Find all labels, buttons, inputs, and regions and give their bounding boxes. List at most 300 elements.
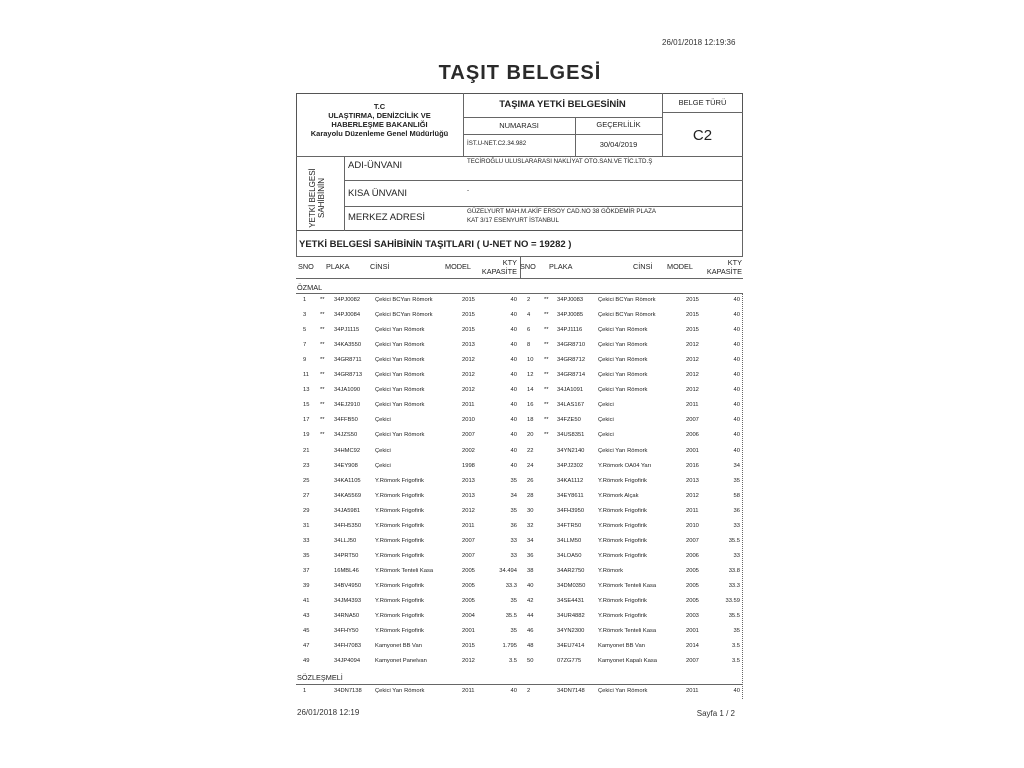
vehicle-plate: 34FH7083	[334, 643, 362, 650]
vehicle-model: 2013	[462, 477, 475, 484]
vehicle-sno: 36	[527, 552, 534, 559]
vehicle-sno: 15	[303, 402, 310, 409]
vehicle-type: Çekici Yarı Römork	[375, 432, 425, 439]
vehicle-plate: 34DN7138	[334, 688, 362, 694]
vehicle-model: 2011	[686, 507, 699, 514]
vehicle-type: Y.Römork Alçak	[598, 492, 639, 499]
vehicle-capacity: 34.494	[499, 567, 517, 574]
vehicle-sno: 13	[303, 387, 310, 394]
vehicle-type: Çekici Yarı Römork	[375, 372, 425, 379]
vehicle-capacity: 40	[510, 297, 517, 303]
vehicle-capacity: 36	[510, 522, 517, 529]
vehicle-sno: 29	[303, 507, 310, 514]
vehicle-type: Çekici BCYarı Römork	[375, 312, 433, 319]
vehicle-type: Y.Römork Frigofirik	[375, 477, 424, 484]
vehicle-model: 2010	[686, 522, 699, 529]
vehicle-sno: 31	[303, 522, 310, 529]
vehicle-type: Y.Römork Frigofirik	[598, 613, 647, 620]
vehicle-sno: 1	[303, 688, 307, 694]
vehicle-model: 2011	[462, 402, 475, 409]
vehicle-model: 2015	[686, 297, 699, 303]
vehicle-model: 2011	[462, 688, 475, 694]
vehicle-mark: **	[544, 327, 549, 334]
vehicle-plate: 34FH3950	[557, 507, 585, 514]
vehicle-plate: 34PJ2302	[557, 462, 584, 469]
vehicle-capacity: 33	[510, 537, 517, 544]
vehicle-sno: 47	[303, 643, 310, 650]
vehicle-model: 2006	[686, 552, 699, 559]
vehicle-sno: 8	[527, 342, 531, 349]
vehicle-mark: **	[320, 327, 325, 334]
col-model-left: MODEL	[445, 262, 471, 271]
col-sno-left: SNO	[298, 262, 314, 271]
col-kty-right: KTY	[727, 258, 742, 267]
vehicle-sno: 18	[527, 417, 534, 424]
vehicle-plate: 34EJ2910	[334, 402, 361, 409]
vehicle-type: Y.Römork Frigofirik	[375, 507, 424, 514]
vehicle-mark: **	[320, 432, 325, 439]
vehicle-mark: **	[320, 372, 325, 379]
vehicle-capacity: 40	[510, 688, 517, 694]
vehicle-plate: 34EU7414	[557, 643, 585, 650]
vehicle-type: Çekici BCYarı Römork	[375, 297, 433, 303]
vehicle-model: 2007	[686, 537, 699, 544]
vehicle-sno: 33	[303, 537, 310, 544]
vehicle-mark: **	[544, 387, 549, 394]
vehicle-sno: 11	[303, 372, 310, 379]
vehicle-model: 2013	[462, 492, 475, 499]
page-number: Sayfa 1 / 2	[696, 709, 735, 718]
vehicle-type: Çekici Yarı Römork	[375, 342, 425, 349]
vehicle-sno: 44	[527, 613, 534, 620]
vehicle-sno: 26	[527, 477, 534, 484]
vehicle-capacity: 40	[733, 357, 740, 364]
vehicle-sno: 21	[303, 447, 310, 454]
col-kty-left: KTY	[502, 258, 517, 267]
vehicle-capacity: 3.5	[731, 643, 740, 650]
vehicle-capacity: 33.3	[505, 582, 517, 589]
vehicle-mark: **	[320, 357, 325, 364]
vehicle-plate: 34FHY50	[334, 628, 359, 635]
vehicle-capacity: 40	[733, 417, 740, 424]
vehicle-sno: 48	[527, 643, 534, 650]
vehicle-plate: 34SE4431	[557, 598, 585, 604]
vehicle-type: Çekici Yarı Römork	[375, 402, 425, 409]
vehicle-model: 2012	[462, 507, 475, 514]
vehicle-sno: 46	[527, 628, 534, 635]
vehicle-plate: 34JZS50	[334, 432, 358, 439]
vehicle-sno: 17	[303, 417, 310, 424]
vehicle-type: Çekici Yarı Römork	[598, 387, 648, 394]
vehicle-sno: 40	[527, 582, 534, 589]
vehicle-type: Kamyonet Panelvan	[375, 658, 427, 665]
vehicle-model: 2005	[462, 598, 475, 604]
vehicle-capacity: 40	[510, 387, 517, 394]
vehicle-model: 2012	[686, 387, 699, 394]
col-capacity-left: KAPASİTE	[481, 267, 517, 276]
vehicle-sno: 25	[303, 477, 310, 484]
vehicle-model: 2005	[462, 582, 475, 589]
vehicle-model: 2011	[686, 402, 699, 409]
vehicle-mark: **	[544, 342, 549, 349]
vehicle-model: 2011	[462, 522, 475, 529]
holder-short-name: -	[467, 187, 470, 194]
ministry-line-1: T.C	[373, 102, 386, 111]
vehicle-capacity: 35.5	[728, 537, 740, 544]
vehicle-sno: 16	[527, 402, 534, 409]
vehicle-sno: 14	[527, 387, 534, 394]
vehicle-plate: 34GR8713	[334, 372, 363, 379]
vehicle-capacity: 40	[733, 432, 740, 439]
vehicle-capacity: 35	[733, 628, 740, 635]
vehicle-plate: 34GR8714	[557, 372, 586, 379]
vehicle-sno: 41	[303, 598, 310, 604]
vehicle-type: Çekici Yarı Römork	[375, 357, 425, 364]
print-timestamp: 26/01/2018 12:19:36	[662, 38, 736, 47]
vehicle-capacity: 33.3	[728, 582, 740, 589]
vehicle-plate: 34GR8711	[334, 357, 362, 364]
vehicle-plate: 34GR8710	[557, 342, 586, 349]
vehicle-type: Çekici Yarı Römork	[375, 387, 425, 394]
address-label: MERKEZ ADRESİ	[348, 212, 426, 223]
vehicle-capacity: 35	[510, 507, 517, 514]
vehicle-capacity: 40	[733, 387, 740, 394]
vehicle-sno: 50	[527, 658, 534, 665]
vehicle-sno: 24	[527, 462, 534, 469]
vehicle-plate: 34KA1105	[334, 477, 361, 484]
vehicle-sno: 43	[303, 613, 310, 620]
vehicle-capacity: 40	[733, 312, 740, 319]
vehicle-sno: 39	[303, 582, 310, 589]
vehicle-plate: 34PJ1116	[557, 327, 583, 334]
vehicle-capacity: 34	[510, 492, 517, 499]
vehicle-capacity: 33	[733, 522, 740, 529]
vehicle-model: 2007	[462, 432, 475, 439]
ministry-line-2: ULAŞTIRMA, DENİZCİLİK VE	[328, 111, 431, 120]
vehicle-model: 2011	[686, 688, 699, 694]
vehicle-model: 2015	[686, 327, 699, 334]
vehicle-type: Çekici Yarı Römork	[598, 327, 648, 334]
vehicle-type: Y.Römork Frigofirik	[375, 537, 424, 544]
vehicle-capacity: 40	[510, 462, 517, 469]
document-type-value: C2	[692, 127, 713, 144]
vehicle-sno: 2	[527, 297, 531, 303]
vehicle-capacity: 58	[733, 492, 740, 499]
vehicle-type: Çekici BCYarı Römork	[598, 312, 656, 319]
vehicle-type: Y.Römork Frigofirik	[375, 552, 424, 559]
vehicle-sno: 23	[303, 462, 310, 469]
vehicle-sno: 4	[527, 312, 531, 319]
vehicle-mark: **	[320, 417, 325, 424]
vehicle-model: 2007	[686, 417, 699, 424]
vehicle-capacity: 35	[733, 477, 740, 484]
ministry-line-3: HABERLEŞME BAKANLIĞI	[331, 120, 428, 129]
vehicle-plate: 34AR2750	[557, 567, 585, 574]
vehicle-type: Çekici	[375, 417, 391, 424]
vehicle-type: Y.Römork Frigofirik	[375, 598, 424, 604]
vehicle-sno: 3	[303, 312, 307, 319]
vehicle-model: 2015	[462, 643, 475, 650]
vehicle-capacity: 40	[510, 417, 517, 424]
vehicle-sno: 34	[527, 537, 534, 544]
vehicle-sno: 6	[527, 327, 531, 334]
vehicle-capacity: 33.59	[725, 598, 740, 604]
vehicle-plate: 34LAS167	[557, 402, 585, 409]
vehicle-model: 2012	[462, 372, 475, 379]
vehicle-mark: **	[544, 372, 549, 379]
vehicle-type: Y.Römork OA04 Yarı	[598, 462, 652, 469]
vehicle-capacity: 40	[733, 342, 740, 349]
vehicle-capacity: 35.5	[728, 613, 740, 620]
vehicle-type: Y.Römork Frigofirik	[598, 507, 647, 514]
vehicle-capacity: 3.5	[731, 658, 740, 665]
col-capacity-right: KAPASİTE	[706, 267, 742, 276]
vehicle-mark: **	[544, 297, 549, 303]
vehicle-model: 2010	[462, 417, 475, 424]
vehicle-sno: 1	[303, 297, 307, 303]
vehicle-plate: 34GR8712	[557, 357, 586, 364]
vehicle-capacity: 40	[733, 372, 740, 379]
vehicle-capacity: 40	[510, 372, 517, 379]
vehicle-type: Çekici Yarı Römork	[598, 447, 648, 454]
vehicle-type: Çekici BCYarı Römork	[598, 297, 656, 303]
col-cinsi-left: CİNSİ	[370, 262, 390, 271]
vehicle-type: Çekici	[598, 432, 614, 439]
vehicle-mark: **	[320, 387, 325, 394]
vehicle-model: 2007	[462, 537, 475, 544]
vehicle-sno: 32	[527, 522, 534, 529]
vehicle-type: Kamyonet Kapalı Kasa	[598, 658, 657, 665]
ministry-line-4: Karayolu Düzenleme Genel Müdürlüğü	[310, 129, 449, 138]
vehicle-capacity: 35.5	[505, 613, 517, 620]
vehicle-capacity: 1.795	[502, 643, 517, 650]
vehicle-model: 2015	[462, 297, 475, 303]
vehicle-capacity: 40	[733, 447, 740, 454]
vehicle-model: 2001	[462, 628, 475, 635]
vehicle-sno: 10	[527, 357, 534, 364]
vehicle-model: 2012	[462, 658, 475, 665]
vehicle-sno: 38	[527, 567, 534, 574]
vehicle-sno: 37	[303, 567, 310, 574]
col-plaka-left: PLAKA	[326, 262, 350, 271]
vehicle-mark: **	[320, 342, 325, 349]
vehicle-type: Çekici Yarı Römork	[598, 688, 648, 694]
vehicle-capacity: 33	[733, 552, 740, 559]
vehicle-sno: 22	[527, 447, 534, 454]
vehicle-capacity: 40	[510, 312, 517, 319]
vehicle-type: Çekici	[375, 462, 391, 469]
vehicle-plate: 34DM0350	[557, 582, 586, 589]
vehicle-plate: 34LLM50	[557, 537, 582, 544]
ministry-block	[296, 102, 463, 138]
vehicle-sno: 35	[303, 552, 310, 559]
vehicle-plate: 34YN2140	[557, 447, 585, 454]
vehicle-type: Çekici Yarı Römork	[598, 357, 648, 364]
vehicle-plate: 34RNA50	[334, 613, 360, 620]
vehicle-model: 2005	[686, 598, 699, 604]
vehicle-sno: 42	[527, 598, 534, 604]
vehicle-type: Y.Römork Frigofirik	[375, 522, 424, 529]
vehicle-model: 2007	[462, 552, 475, 559]
vehicle-type: Çekici Yarı Römork	[598, 372, 648, 379]
vehicle-capacity: 40	[510, 447, 517, 454]
vehicle-plate: 34PJ0082	[334, 297, 361, 303]
vehicle-capacity: 40	[510, 402, 517, 409]
vehicle-model: 2005	[686, 567, 699, 574]
vehicle-model: 2012	[686, 492, 699, 499]
vehicle-model: 2003	[686, 613, 699, 620]
number-label: NUMARASI	[499, 121, 539, 130]
vehicle-model: 2001	[686, 628, 699, 635]
vehicle-model: 2005	[462, 567, 475, 574]
vehicle-plate: 34US8351	[557, 432, 585, 439]
vehicle-type: Y.Römork	[598, 567, 624, 574]
vehicle-capacity: 36	[733, 507, 740, 514]
vehicle-plate: 34KA1112	[557, 477, 584, 484]
col-sno-right: SNO	[520, 262, 536, 271]
vehicle-model: 2012	[462, 357, 475, 364]
vehicle-type: Y.Römork Tenteli Kasa	[598, 582, 657, 589]
vehicle-sno: 7	[303, 342, 307, 349]
vehicle-model: 1998	[462, 462, 475, 469]
vehicle-type: Çekici Yarı Römork	[598, 342, 648, 349]
vehicle-type: Kamyonet BB Van	[375, 643, 422, 650]
vehicle-type: Çekici	[375, 447, 391, 454]
footer-timestamp: 26/01/2018 12:19	[297, 708, 360, 717]
vehicle-type: Y.Römork Frigofirik	[375, 613, 424, 620]
vehicle-plate: 34FFB50	[334, 417, 358, 424]
vehicles-heading: YETKİ BELGESİ SAHİBİNİN TAŞITLARI ( U-NET NO = 19282 )	[299, 239, 572, 250]
vehicle-type: Y.Römork Frigofirik	[598, 552, 647, 559]
vehicle-plate: 34PJ0083	[557, 297, 584, 303]
vehicle-plate: 34FZE50	[557, 417, 581, 424]
vehicle-model: 2012	[686, 342, 699, 349]
vehicle-type: Y.Römork Frigofirik	[598, 477, 647, 484]
vehicle-model: 2014	[686, 643, 699, 650]
vehicle-plate: 34PJ0085	[557, 312, 584, 319]
vehicle-plate: 34DN7148	[557, 688, 585, 694]
authorization-heading: TAŞIMA YETKİ BELGESİNİN	[499, 99, 626, 110]
vehicle-plate: 34YN2300	[557, 628, 585, 635]
vehicle-model: 2012	[686, 372, 699, 379]
vehicle-model: 2004	[462, 613, 475, 620]
vehicle-model: 2015	[462, 327, 475, 334]
vehicle-sno: 12	[527, 372, 534, 379]
vehicle-sno: 30	[527, 507, 534, 514]
vehicle-model: 2006	[686, 432, 699, 439]
vehicle-type: Y.Römork Frigofirik	[375, 628, 424, 635]
vehicle-type: Çekici	[598, 402, 614, 409]
vehicle-mark: **	[544, 357, 549, 364]
vehicle-capacity: 3.5	[508, 658, 517, 665]
col-plaka-right: PLAKA	[549, 262, 573, 271]
vehicle-type: Y.Römork Tenteli Kasa	[375, 567, 434, 574]
vehicle-capacity: 35	[510, 477, 517, 484]
validity-date: 30/04/2019	[599, 140, 638, 149]
vehicle-mark: **	[544, 432, 549, 439]
vehicle-type: Y.Römork Frigofirik	[598, 522, 647, 529]
vehicle-type: Y.Römork Frigofirik	[375, 582, 424, 589]
vehicle-sno: 2	[527, 688, 531, 694]
vehicle-plate: 34FTR50	[557, 522, 582, 529]
vehicle-plate: 34LOA50	[557, 552, 582, 559]
vehicle-capacity: 33.8	[728, 567, 740, 574]
vehicle-model: 2007	[686, 658, 699, 665]
vehicle-sno: 20	[527, 432, 534, 439]
vehicle-capacity: 40	[510, 357, 517, 364]
vehicle-plate: 34KA5569	[334, 492, 362, 499]
vehicle-plate: 34JP4094	[334, 658, 361, 665]
vehicle-model: 2013	[462, 342, 475, 349]
holder-side-label: YETKİ BELGESİ SAHİBİNİN	[308, 168, 326, 228]
vehicle-capacity: 40	[733, 688, 740, 694]
vehicle-plate: 34JA5981	[334, 507, 361, 514]
vehicle-type: Çekici	[598, 417, 614, 424]
vehicle-type: Y.Römork Frigofirik	[598, 537, 647, 544]
vehicle-type: Kamyonet BB Van	[598, 643, 645, 650]
validity-label: GEÇERLİLİK	[596, 120, 641, 129]
section-ozmal: ÖZMAL	[297, 283, 323, 292]
vehicle-model: 2012	[686, 357, 699, 364]
vehicle-plate: 34HMC92	[334, 447, 361, 454]
name-label: ADI-ÜNVANI	[348, 160, 403, 171]
short-name-label: KISA ÜNVANI	[348, 188, 407, 199]
vehicle-model: 2002	[462, 447, 475, 454]
vehicle-capacity: 40	[510, 327, 517, 334]
vehicle-mark: **	[544, 417, 549, 424]
vehicle-plate: 34FH5350	[334, 522, 362, 529]
vehicle-sno: 5	[303, 327, 307, 334]
vehicle-capacity: 33	[510, 552, 517, 559]
vehicle-capacity: 35	[510, 628, 517, 635]
vehicle-capacity: 40	[510, 432, 517, 439]
document-type-label: BELGE TÜRÜ	[678, 98, 727, 107]
vehicle-plate: 34PJ1115	[334, 327, 360, 334]
vehicle-model: 2001	[686, 447, 699, 454]
vehicle-mark: **	[544, 312, 549, 319]
vehicle-sno: 19	[303, 432, 310, 439]
vehicle-plate: 34PRT50	[334, 552, 359, 559]
vehicle-capacity: 35	[510, 598, 517, 604]
vehicle-plate: 34BV4950	[334, 582, 362, 589]
vehicle-model: 2016	[686, 462, 699, 469]
vehicle-plate: 34UR4882	[557, 613, 585, 620]
vehicle-mark: **	[320, 312, 325, 319]
vehicle-model: 2015	[462, 312, 475, 319]
document-title: TAŞIT BELGESİ	[438, 62, 602, 84]
vehicle-sno: 49	[303, 658, 310, 665]
vehicle-plate: 34EY908	[334, 462, 358, 469]
vehicle-capacity: 40	[733, 402, 740, 409]
vehicle-model: 2012	[462, 387, 475, 394]
vehicle-plate: 34PJ0084	[334, 312, 361, 319]
vehicle-mark: **	[320, 297, 325, 303]
vehicle-mark: **	[320, 402, 325, 409]
col-cinsi-right: CİNSİ	[633, 262, 653, 271]
holder-name: TECİROĞLU ULUSLARARASI NAKLİYAT OTO.SAN.VE TİC.LTD.Ş	[467, 158, 653, 165]
vehicle-plate: 07ZG775	[557, 658, 582, 665]
vehicle-sno: 45	[303, 628, 310, 635]
vehicle-model: 2013	[686, 477, 699, 484]
vehicle-plate: 34EY8611	[557, 492, 584, 499]
vehicle-type: Y.Römork Frigofirik	[598, 598, 647, 604]
vehicle-sno: 27	[303, 492, 310, 499]
address-line-2: KAT 3/17 ESENYURT İSTANBUL	[467, 217, 559, 224]
vehicle-capacity: 40	[733, 327, 740, 334]
vehicle-plate: 34JA1091	[557, 387, 584, 394]
vehicle-type: Çekici Yarı Römork	[375, 327, 425, 334]
vehicle-mark: **	[544, 402, 549, 409]
